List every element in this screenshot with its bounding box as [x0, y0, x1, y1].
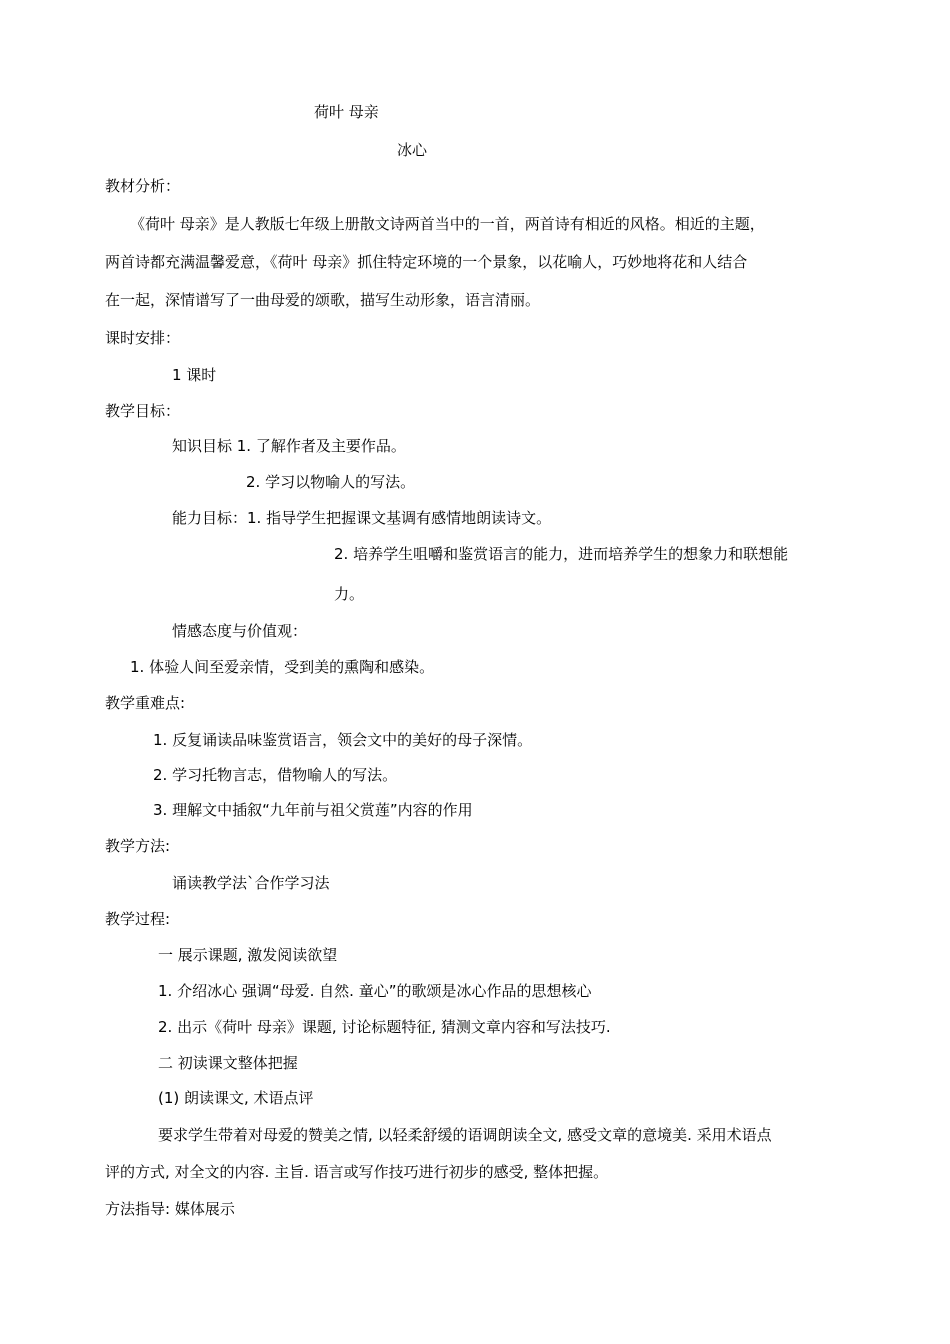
- analysis-line: 两首诗都充满温馨爱意，《荷叶 母亲》抓住特定环境的一个景象，以花喻人，巧妙地将花和人结合: [105, 253, 748, 271]
- keypoint-item: 3. 理解文中插叙“九年前与祖父赏莲”内容的作用: [153, 801, 473, 819]
- step1-item: 1. 介绍冰心 强调“母爱. 自然. 童心”的歌颂是冰心作品的思想核心: [158, 982, 592, 1000]
- ability-goal-1: 能力目标：1. 指导学生把握课文基调有感情地朗读诗文。: [172, 509, 552, 527]
- process-heading: 教学过程:: [105, 910, 171, 928]
- step2-subheading: (1) 朗读课文, 术语点评: [158, 1089, 314, 1107]
- emotion-heading: 情感态度与价值观：: [172, 622, 308, 640]
- document-title: 荷叶 母亲: [314, 103, 379, 121]
- ability-goal-2-cont: 力。: [334, 585, 365, 603]
- document-author: 冰心: [397, 141, 428, 159]
- goals-heading: 教学目标：: [105, 402, 181, 420]
- knowledge-goal-1: 知识目标 1. 了解作者及主要作品。: [172, 437, 406, 455]
- analysis-line: 在一起，深情谱写了一曲母爱的颂歌，描写生动形象，语言清丽。: [105, 291, 541, 309]
- keypoints-heading: 教学重难点:: [105, 694, 186, 712]
- method-value: 诵读教学法`合作学习法: [172, 874, 330, 892]
- method-heading: 教学方法:: [105, 837, 171, 855]
- step1-title: 一 展示课题, 激发阅读欲望: [158, 946, 338, 964]
- schedule-heading: 课时安排：: [105, 329, 181, 347]
- method-guide: 方法指导: 媒体展示: [105, 1200, 235, 1218]
- step2-line: 要求学生带着对母爱的赞美之情, 以轻柔舒缓的语调朗读全文, 感受文章的意境美. 采用术语点: [158, 1126, 772, 1144]
- step2-title: 二 初读课文整体把握: [158, 1054, 298, 1072]
- analysis-line: 《荷叶 母亲》是人教版七年级上册散文诗两首当中的一首，两首诗有相近的风格。相近的主题，: [130, 215, 765, 233]
- analysis-heading: 教材分析：: [105, 177, 181, 195]
- keypoint-item: 2. 学习托物言志，借物喻人的写法。: [153, 766, 398, 784]
- keypoint-item: 1. 反复诵读品味鉴赏语言，领会文中的美好的母子深情。: [153, 731, 533, 749]
- knowledge-goal-2: 2. 学习以物喻人的写法。: [246, 473, 416, 491]
- step2-line: 评的方式, 对全文的内容. 主旨. 语言或写作技巧进行初步的感受, 整体把握。: [105, 1163, 609, 1181]
- emotion-goal-1: 1. 体验人间至爱亲情，受到美的熏陶和感染。: [130, 658, 435, 676]
- schedule-value: 1 课时: [172, 366, 217, 384]
- ability-goal-2: 2. 培养学生咀嚼和鉴赏语言的能力，进而培养学生的想象力和联想能: [334, 545, 789, 563]
- step1-item: 2. 出示《荷叶 母亲》课题, 讨论标题特征, 猜测文章内容和写法技巧.: [158, 1018, 611, 1036]
